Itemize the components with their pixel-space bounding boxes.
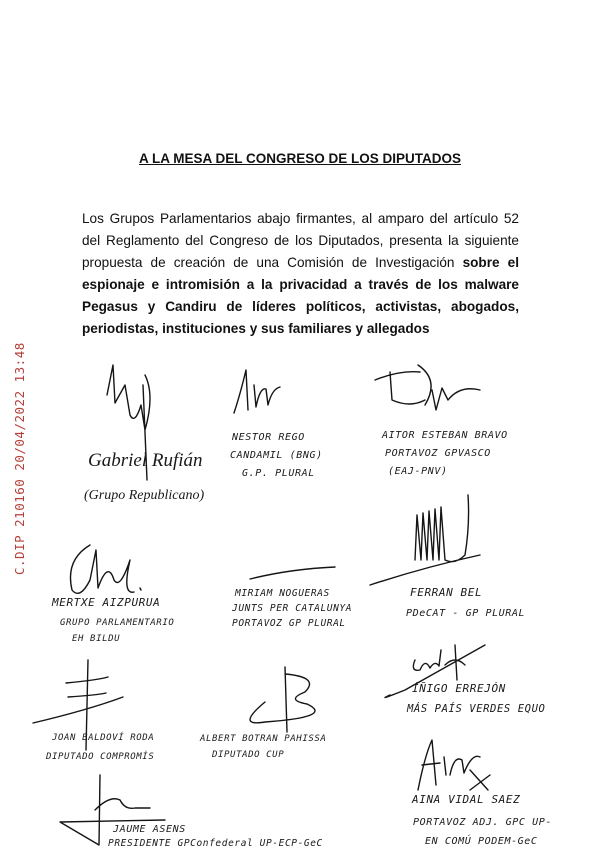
signatory-line: MÁS PAÍS VERDES EQUO: [407, 703, 546, 715]
signatory-name: AINA VIDAL SAEZ: [412, 793, 521, 806]
signatory-name: FERRAN BEL: [410, 586, 483, 599]
signatory-line: PORTAVOZ ADJ. GPC UP-: [413, 817, 553, 828]
registry-stamp: C.DIP 210160 20/04/2022 13:48: [12, 342, 27, 575]
signature-rego: [230, 365, 290, 420]
signatory-line: (Grupo Republicano): [84, 488, 205, 503]
signature-esteban: [370, 360, 490, 420]
signatory-line: CANDAMIL (BNG): [230, 450, 323, 461]
signature-nogueras: [240, 555, 340, 585]
body-plain-text: Los Grupos Parlamentarios abajo firmantes, al amparo del artículo 52 del Reglamento del Congreso de los Diputados, presenta la siguiente propuesta de creación de una Comisión de Investigación: [82, 211, 519, 270]
signature-aizpurua: [60, 540, 160, 600]
signatory-name: MIRIAM NOGUERAS: [235, 588, 330, 599]
document-body: [82, 208, 519, 340]
signatory-line: G.P. PLURAL: [242, 468, 315, 479]
signatory-line: JUNTS PER CATALUNYA: [232, 603, 353, 614]
signature-vidal: [410, 735, 500, 795]
signatory-line: (EAJ-PNV): [388, 466, 448, 477]
signatory-name: MERTXE AIZPURUA: [52, 596, 161, 609]
signatory-line: PRESIDENTE GPConfederal UP-ECP-GeC: [108, 838, 323, 849]
signatory-line: DIPUTADO CUP: [212, 750, 285, 760]
document-heading: A LA MESA DEL CONGRESO DE LOS DIPUTADOS: [138, 151, 462, 166]
signatory-line: PORTAVOZ GPVASCO: [385, 448, 491, 459]
signatory-line: EH BILDU: [72, 634, 121, 644]
signatory-name: JAUME ASENS: [113, 824, 186, 835]
signatory-name: ALBERT BOTRAN PAHISSA: [200, 734, 327, 744]
body-bold-text: sobre el espionaje e intromisión a la privacidad a través de los malware Pegasus y Candiru de líderes políticos, activistas, abogados, periodistas, instituciones y sus familiares y allegados: [82, 255, 519, 336]
signature-errejon: [375, 640, 505, 710]
signatory-line: PORTAVOZ GP PLURAL: [232, 618, 346, 629]
signatory-name: AITOR ESTEBAN BRAVO: [382, 430, 508, 441]
signatory-line: PDeCAT - GP PLURAL: [406, 608, 526, 619]
signature-botran: [225, 662, 325, 742]
signatory-name: Gabriel Rufián: [88, 450, 203, 471]
signatory-line: GRUPO PARLAMENTARIO: [60, 618, 175, 628]
signatory-line: EN COMÚ PODEM-GeC: [425, 836, 538, 847]
signatory-name: NESTOR REGO: [232, 432, 305, 443]
signatory-name: JOAN BALDOVÍ RODA: [52, 733, 155, 743]
signature-bel: [365, 495, 485, 585]
signatory-name: ÍÑIGO ERREJÓN: [412, 682, 506, 695]
signatory-line: DIPUTADO COMPROMÍS: [46, 752, 155, 762]
